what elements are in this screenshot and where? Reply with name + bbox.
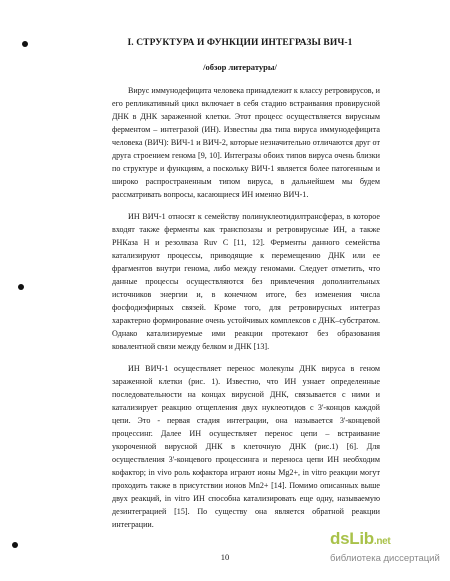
watermark-logo-tld: .net	[373, 536, 391, 547]
watermark	[330, 529, 442, 573]
watermark-logo	[330, 529, 390, 549]
watermark-logo-text: dsLib	[330, 529, 374, 548]
paragraph: Вирус иммунодефицита человека принадлежит к классу ретровирусов, и его репликативный цикл включает в себя стадию встраивания провирусной ДНК в ДНК зараженной клетки. Этот процесс осуществляется вирусным ферментом – интегразой (ИН). Известны два типа вируса иммунодефицита человека (ВИЧ): ВИЧ-1 и ВИЧ-2, которые незначительно отличаются друг от друга строением генома [9, 10]. Интегразы обоих типов вируса очень близки по структуре и функциям, а поскольку ВИЧ-1 является более патогенным и широко распространенным типом вируса, в дальнейшем мы будем рассматривать вопросы, касающиеся ИН именно ВИЧ-1.	[112, 86, 380, 199]
paragraph: ИН ВИЧ-1 относят к семейству полинуклеотидилтрансфераз, в которое входят также ферменты как транспозазы и ретровирусные ИН, а также РНКаза H и резолваза Ruv C [11, 12]. Ферменты данного семейства катализируют процессы, приводящие к перемещению ДНК или ее фрагментов внутри генома, либо между геномами. Следует отметить, что данные процессы осуществляются без привлечения дополнительных источников энергии и, в конечном итоге, без изменения числа фосфодиэфирных связей. Кроме того, для ретровирусных интеграз характерно формирование очень устойчивых комплексов с ДНК–субстратом. Однако катализируемые ими реакции протекают без образования ковалентной связи между белком и ДНК [13].	[112, 212, 380, 351]
punch-hole-mark	[18, 284, 24, 290]
punch-hole-mark	[12, 542, 18, 548]
punch-hole-mark	[22, 41, 28, 47]
chapter-subtitle: /обзор литературы/	[203, 62, 277, 72]
page-number: 10	[220, 552, 230, 562]
paragraph: ИН ВИЧ-1 осуществляет перенос молекулы ДНК вируса в геном зараженной клетки (рис. 1). Известно, что ИН узнает определенные последовательности на концах вирусной ДНК, связывается с ними и катализирует реакцию отщепления двух нуклеотидов с 3'-концов каждой цепи. Это - первая стадия интеграции, она называется 3'-концевой процессинг. Далее ИН осуществляет перенос цепи – встраивание укороченной вирусной ДНК в клеточную ДНК (рис.1) [6]. Для осуществления 3'-концевого процессинга и переноса цепи ИН необходим кофактор; in vivo роль кофактора играют ионы Mg2+, in vitro реакции могут проходить также в присутствии ионов Mn2+ [14]. Помимо описанных выше двух реакций, in vitro ИН способна катализировать еще одну, называемую дезинтеграцией [15]. По существу она является обратной реакции интеграции.	[112, 364, 380, 529]
watermark-caption: библиотека диссертаций	[330, 553, 440, 564]
body-text	[112, 84, 380, 540]
chapter-title: I. СТРУКТУРА И ФУНКЦИИ ИНТЕГРАЗЫ ВИЧ-1	[127, 38, 353, 48]
